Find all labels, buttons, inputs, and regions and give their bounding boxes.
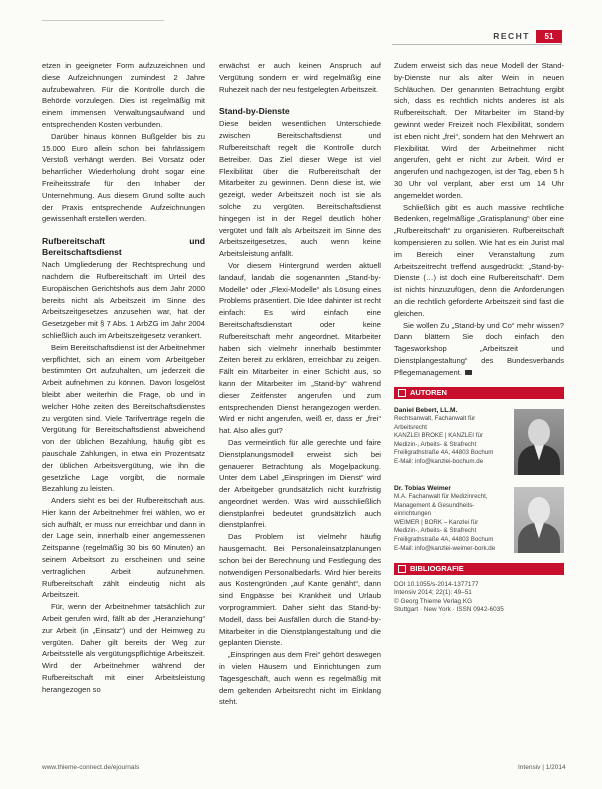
bibliography: [394, 581, 564, 615]
paragraph: „Einspringen aus dem Frei“ gehört deswegen in vielen Häusern und Einrichtungen zum Tagesgeschäft, auch wenn es regelmäßig mit dem geltenden Arbeitsrecht nicht im Einklang steht.: [219, 650, 381, 707]
paragraph: Nach Umgliederung der Rechtsprechung und nachdem die Rufbereitschaft im Urteil des Europäischen Gerichtshofs aus dem Jahr 2000 bereits nicht als Arbeitszeit im Sinne des Arbeitszeitgesetzes anzusehen war, hat der Gesetzgeber mit § 7 Abs. 1 ArbZG im Jahr 2004 schließlich auch im Arbeitszeitgesetz verankert.: [42, 260, 205, 340]
author-line: Freiligrathstraße 4A, 44803 Bochum: [394, 449, 494, 457]
biblio-line: © Georg Thieme Verlag KG: [394, 597, 473, 605]
paragraph: etzen in geeigneter Form aufzuzeichnen und diese Aufzeichnungen zumindest 2 Jahre aufzubewahren. Für die Kontrolle durch die Behörde vorzulegen. Dies ist regelmäßig mit einem immensen Verwaltungsaufwand und entsprechenden Kosten verbunden.: [42, 61, 205, 129]
page-number-badge: 51: [536, 30, 562, 43]
footer-url: www.thieme-connect.de/ejournals: [42, 764, 140, 771]
end-of-article-mark: [465, 370, 472, 375]
author-email: E-Mail: info@kanzlei-bochum.de: [394, 458, 484, 466]
biblio-line: DOI 10.1055/s-2014-1377177: [394, 580, 479, 588]
authors-heading: [394, 387, 564, 399]
author-line: Arbeitsrecht: [394, 423, 428, 431]
column-1: [42, 60, 205, 696]
paragraph: erwächst er auch keinen Anspruch auf Vergütung sondern er wird regelmäßig eine Ruhezeit nach der neu festgelegten Arbeitszeit.: [219, 61, 381, 94]
paragraph: Für, wenn der Arbeitnehmer tatsächlich zur Arbeit gerufen wird, fällt ab der „Heranziehung“ zur Arbeit (in „Einsatz“) und der Heimweg zu vergüten. Daher gilt bereits der Weg zur Arbeitsstelle als vergütungspflichtige Arbeitszeit. Wird der Arbeitnehmer während der Rufbereitschaft mit einer Arbeitsleistung herangezogen so: [42, 602, 205, 694]
bibliography-heading-label: BIBLIOGRAFIE: [410, 563, 464, 573]
paragraph: Das vermeintlich für alle gerechte und faire Dienstplanungsmodell erweist sich bei genauerer Betrachtung als Mogelpackung. Unter dem Label „Einspringen im Dienst“ wird der Arbeitgeber grundsätzlich nicht kurzfristig angeordnet werden. Was wird ausschließlich dienstplanfrei bedeutet grundsätzlich auch dienstplanfrei.: [219, 437, 381, 530]
box-icon: [398, 389, 406, 397]
author-photo: [514, 487, 564, 553]
paragraph: Zudem erweist sich das neue Modell der Stand-by-Dienste nur als alter Wein in neuen Schläuchen. Der genannten Betrachtung ergibt sich, dass es rechtlich nichts anderes ist als Rufbereitschaft. Der Mitarbeiter im Stand-by gewinnt weder Freizeit noch Flexibilität, sondern ist eben nicht „frei“, sondern hat den Mehrwert an Flexibilität. Wird der Arbeitnehmer nicht angerufen, geht er nicht zur Arbeit. Wird er angerufen und nachgezogen, ist der Tag, eben 5 h 30 Uhr vol verplant, aber erst um 14 Uhr angemeldet worden.: [394, 61, 564, 200]
box-icon: [398, 565, 406, 573]
subheading: Stand-by-Dienste: [219, 106, 290, 117]
author-line: Medizin-, Arbeits- & Strafrecht: [394, 440, 477, 448]
author-line: Management & Gesundheits-: [394, 501, 475, 509]
author-line: einrichtungen: [394, 510, 432, 518]
column-3: [394, 60, 564, 615]
paragraph: Diese beiden wesentlichen Unterschiede zwischen Bereitschaftsdienst und Rufbereitschaft regelt die Kontrolle durch Betreiber. Das Ziel dieser Wege ist viel Flexibilität über die Rufbereitschaft der Mitarbeiter zu gewinnen. Denn diese ist, wie gezeigt, weder Arbeitszeit noch ist sie als solche zu vergüten. Bereitschaftsdienst hingegen ist in der Regel deutlich höher vergütet und fällt als Arbeitszeit im Sinne des Arbeitszeitgesetzes, auch wenn keine Arbeitsleistung anfällt.: [219, 119, 381, 259]
author-line: Rechtsanwalt, Fachanwalt für: [394, 415, 476, 423]
bibliography-heading: [394, 563, 564, 575]
biblio-line: Intensiv 2014; 22(1): 49–51: [394, 589, 472, 597]
author-name: Dr. Tobias Weimer: [394, 484, 451, 492]
paragraph: Das Problem ist vielmehr häufig hausgemacht. Bei Personaleinsatzplanungen schon bei der Berechnung und Festlegung des notwendigen Personalbedarfs. Wird hier bereits aus Kostengründen „auf Kante genäht“, dann sind Engpässe bei Krankheit und Urlaub vorprogrammiert. Daher sieht das Stand-by-Modell, dass bei Ausfällen durch die Stand-by-Mitarbeiter in die Dienstplangestaltung und die geplanten Dienste.: [219, 532, 381, 648]
authors-heading-label: AUTOREN: [410, 387, 447, 397]
author-photo: [514, 409, 564, 475]
paragraph: Vor diesem Hintergrund werden aktuell landauf, landab die sogenannten „Stand-by-Modelle“ oder „Flexi-Modelle“ als Lösung eines Problems präsentiert. Die Idee dahinter ist recht einfach: Es wird einfach eine Bereitschaftsdienstart oder keine Rufbereitschaft mehr angeordnet. Mitarbeiter haben sich vielmehr innerhalb bestimmter Zeiten bereit zu erklären, erreichbar zu zeigen. Fällt ein Mitarbeiter in einer Schicht aus, so kann der Mitarbeiter im „Stand-by“ während dieser Zeitfenster angerufen und zum entsprechenden Dienst herangezogen werden. Wird er nicht angerufen, weiß er, dass er „frei“ hat. Also alles gut?: [219, 260, 381, 436]
author-line: KANZLEI BROKE | KANZLEI für: [394, 432, 483, 440]
closing-text: Sie wollen Zu „Stand-by und Co“ mehr wissen? Dann blättern Sie doch einfach den Tagesworkshop „Arbeitszeit und Dienstplangestaltung“ des Bundesverbands Pflegemanagement.: [394, 320, 564, 377]
section-label: RECHT: [493, 31, 530, 41]
author-name: Daniel Bebert, LL.M.: [394, 406, 458, 414]
author-line: M.A. Fachanwalt für Medizinrecht,: [394, 493, 488, 501]
footer-journal: Intensiv | 1/2014: [518, 764, 566, 771]
paragraph: Darüber hinaus können Bußgelder bis zu 15.000 Euro allein schon bei fahrlässigem Verstoß verhängt werden. Bei Vorsatz oder beharrlicher Wiederholung droht sogar eine Freiheitsstrafe für den Inhaber der Unternehmung. Aus diesem Grund sollte auch der Praxis entsprechende Aufzeichnungen gewissenhaft erstellen werden.: [42, 131, 205, 224]
top-rule: [42, 20, 164, 21]
author-line: WEIMER | BORK – Kanzlei für: [394, 518, 479, 526]
author-block-1: [394, 407, 564, 477]
column-2: [219, 60, 381, 708]
paragraph: Anders sieht es bei der Rufbereitschaft aus. Hier kann der Arbeitnehmer frei wählen, wo er sich aufhält, er muss nur erreichbar und dann in der Lage sein, innerhalb einer angemessenen Zeitspanne (regelmäßig 30 bis 60 Minuten) an seinem Arbeitsort zu erscheinen und seine vertraglichen Arbeit aufzunehmen. Rufbereitschaft zählt eindeutig nicht als Arbeitszeit.: [42, 496, 205, 600]
biblio-line: Stuttgart · New York · ISSN 0942-6035: [394, 606, 504, 614]
author-email: E-Mail: info@kanzlei-weimer-bork.de: [394, 544, 496, 552]
author-line: Freiligrathstraße 4A, 44803 Bochum: [394, 536, 494, 544]
subheading: Rufbereitschaft und Bereitschaftsdienst: [42, 236, 205, 258]
paragraph: [394, 320, 564, 379]
author-line: Medizin-, Arbeits- & Strafrecht: [394, 527, 477, 535]
author-block-2: [394, 485, 564, 555]
paragraph: Beim Bereitschaftsdienst ist der Arbeitnehmer verpflichtet, sich an einem vom Arbeitgeber bestimmten Ort aufzuhalten, um jederzeit die Arbeit aufnehmen zu können. Davon losgelöst bleibt aber weiterhin die Frage, ob und in welcher Höhe zeiten des Bereitschaftsdienstes zu vergüten sind. Viele Tarifverträge regeln die Vergütung für Bereitschaftsdienst abweichend von der üblichen Bezahlung, häufig gibt es pauschale Zahlungen, in etwa ein Prozentsatz der üblichen Arbeitsvergütung, wie ihn die gesetzliche Lage vorgibt, die normale Bezahlung zu leisten.: [42, 342, 205, 494]
paragraph: Schließlich gibt es auch massive rechtliche Bedenken, regelmäßige „Gratisplanung“ über eine „Rufbereitschaft“ zu organisieren. Rufbereitschaft kompensieren zu sollen. Wie hat es ein Jurist mal im Bereich einer Veranstaltung zum Arbeitszeitrecht treffend ausgedrückt: „Stand-by-Dienste (…) ist doch eine Rufbereitschaft“. Dem ist nichts hinzuzufügen, denn die Anforderungen an die rechtlich geforderte Arbeitszeit sind fast die gleichen.: [394, 202, 564, 318]
page-header: [392, 30, 562, 45]
